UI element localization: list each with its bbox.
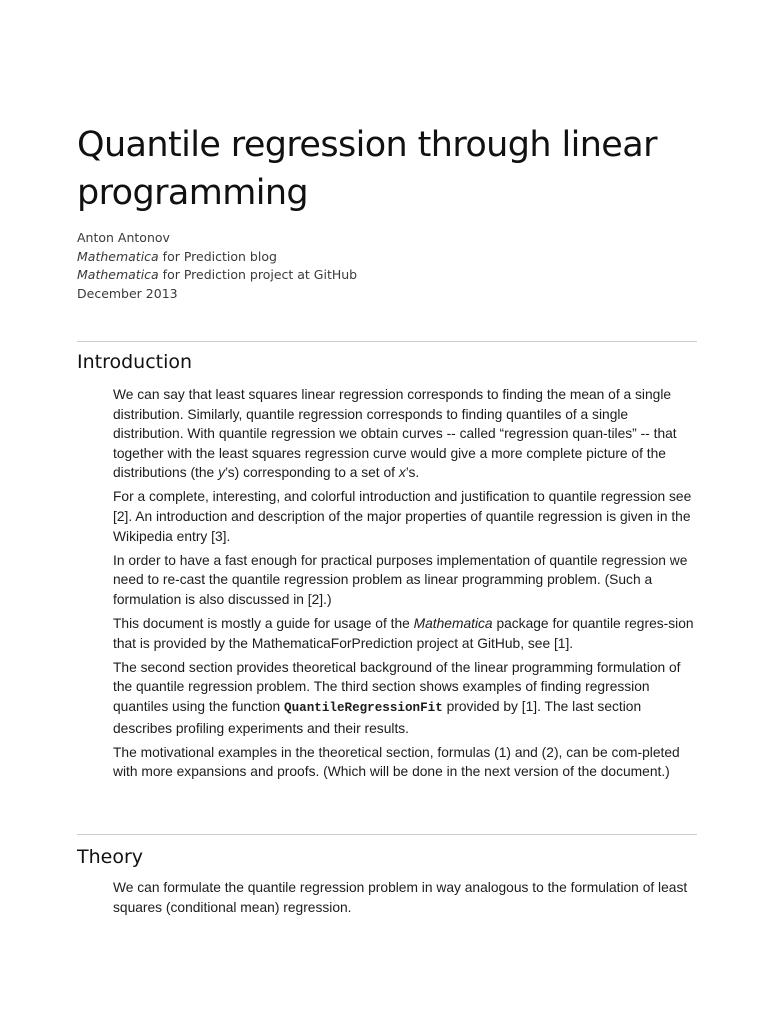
intro-p1-mid: ’s) corresponding to a set of [224,465,399,481]
introduction-paragraph-6: The motivational examples in the theoretical section, formulas (1) and (2), can be com-pleted with more expansions and proofs. (Which will be done in the next version of the document.) [113,744,680,780]
blog-link[interactable] [77,248,357,267]
intro-p1-y: y [218,465,225,481]
intro-p4-italic: Mathematica [413,616,493,632]
intro-p5-end: provided by [1]. The last section describes profiling experiments and their results. [113,698,642,736]
intro-p1-text: We can say that least squares linear regression corresponds to finding the mean of a single distribution. Similarly, quantile regression corresponds to finding quantiles of a single distribution. With quantile regression we obtain curves -- called “regression quan-tiles” -- that together with the least squares regression curve would give a more complete picture of the distributions (the [113,387,677,481]
introduction-paragraph-3: In order to have a fast enough for practical purposes implementation of quantile regression we need to re-cast the quantile regression problem as linear programming problem. (Such a formulation is also discussed in [2].) [113,552,688,607]
document-date: December 2013 [77,285,178,301]
blog-link-text: for Prediction blog [158,248,277,264]
function-name-code: QuantileRegressionFit [284,700,443,715]
introduction-heading: Introduction [77,351,193,373]
introduction-paragraph-2: For a complete, interesting, and colorful introduction and justification to quantile regression see [2]. An introduction and description of the major properties of quantile regression is given in the Wikipedia entry [3]. [113,489,692,544]
document-title: Quantile regression through linear programming [77,125,657,213]
project-link-text: for Prediction project at GitHub [158,267,358,282]
intro-p1-x: x [398,465,406,481]
theory-heading: Theory [77,846,144,868]
introduction-paragraph-4 [113,614,701,653]
introduction-body [113,385,701,786]
project-link-italic: Mathematica [77,267,159,282]
introduction-paragraph-5 [113,658,701,738]
project-link[interactable] [77,266,357,285]
author-name: Anton Antonov [77,230,170,245]
intro-p1-end: ’s. [405,465,420,481]
blog-link-italic: Mathematica [77,248,159,264]
document-meta [77,229,357,303]
theory-paragraph-1: We can formulate the quantile regression problem in way analogous to the formulation of least squares (conditional mean) regression. [113,880,688,915]
theory-divider [77,834,697,835]
introduction-divider [77,341,697,342]
intro-p5-start: The second section provides theoretical background of the linear programming formulation of the quantile regression problem. The third section shows examples of finding regression quantiles using the function [113,659,681,714]
intro-p4-end: package for quantile regres-sion that is provided by the MathematicaForPrediction project at GitHub, see [1]. [113,616,694,651]
theory-body [113,878,701,922]
introduction-paragraph-1 [113,385,701,483]
intro-p4-start: This document is mostly a guide for usage of the [113,616,414,632]
